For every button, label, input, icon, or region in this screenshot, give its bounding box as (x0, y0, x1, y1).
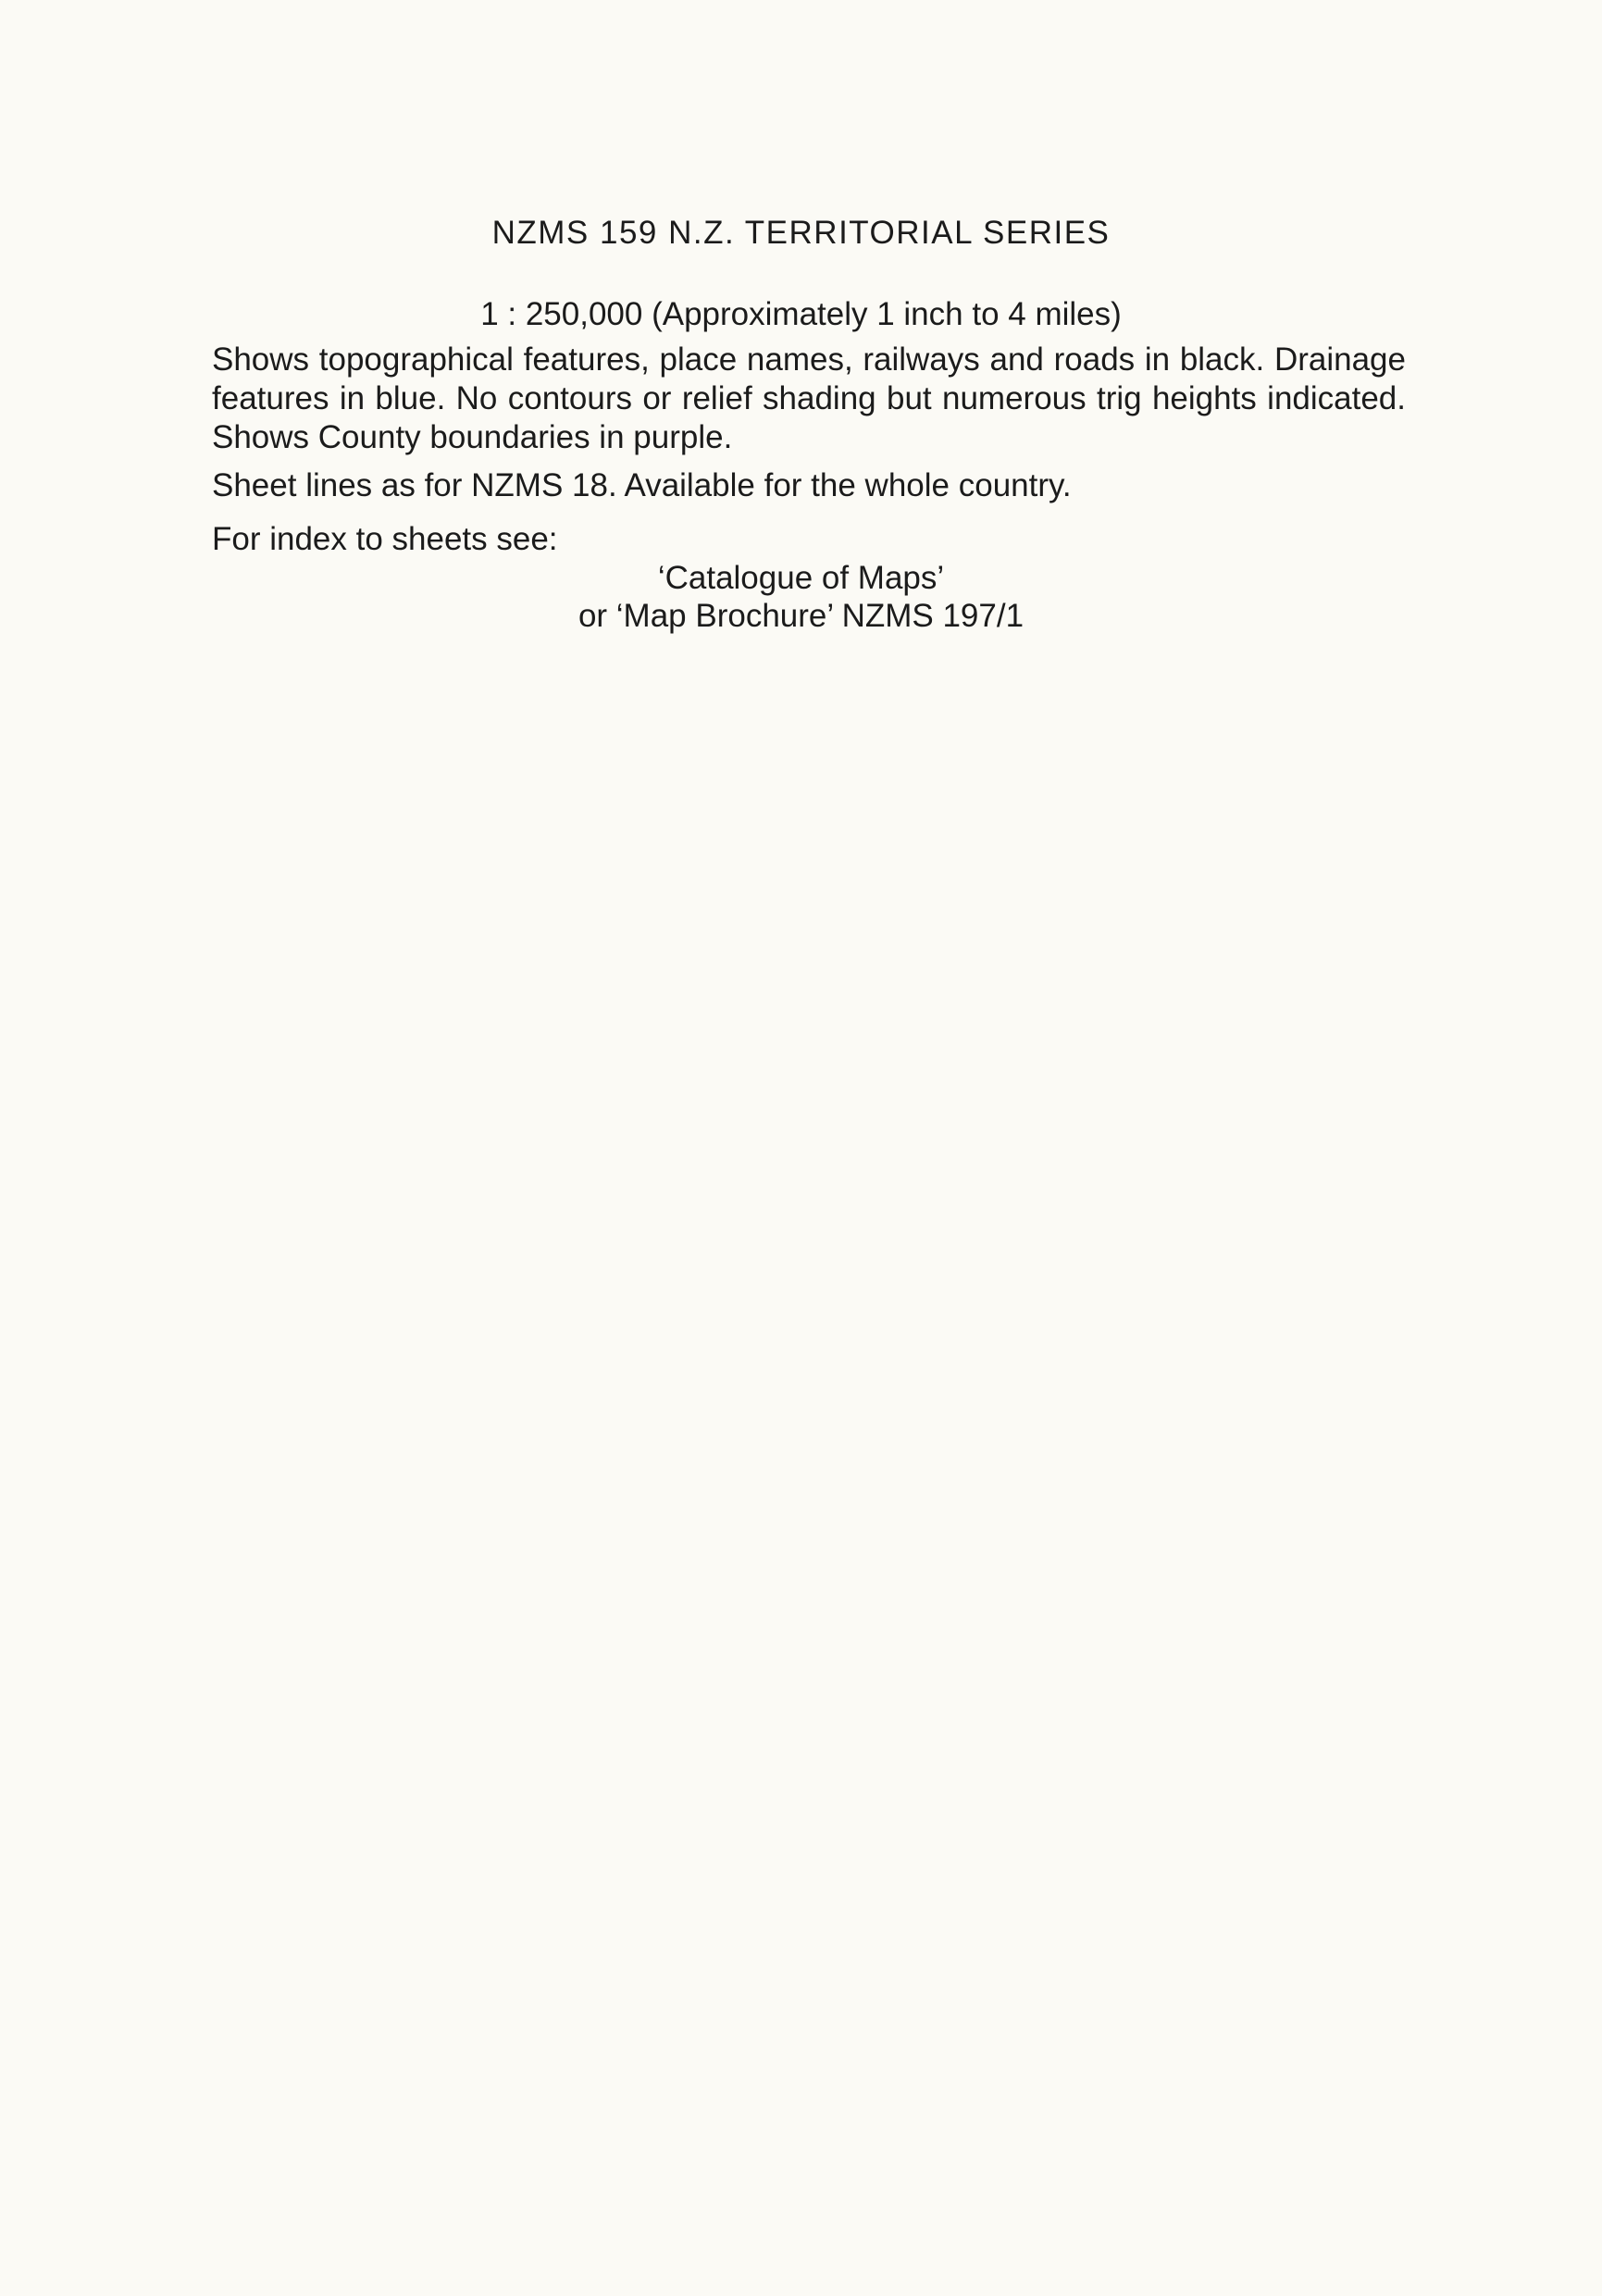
index-reference-catalogue: ‘Catalogue of Maps’ (657, 560, 945, 596)
description-paragraph: Shows topographical features, place names, railways and roads in black. Drainage features in blue. No contours or relief shading but numerous trig heights indicated. Shows County boundaries in purple. (212, 341, 1406, 455)
scale-line: 1 : 250,000 (Approximately 1 inch to 4 miles) (480, 296, 1122, 332)
index-label: For index to sheets see: (212, 521, 558, 557)
sheet-lines-paragraph: Sheet lines as for NZMS 18. Available for the whole country. (212, 467, 1072, 503)
page-title: NZMS 159 N.Z. TERRITORIAL SERIES (491, 215, 1111, 251)
index-reference-brochure: or ‘Map Brochure’ NZMS 197/1 (577, 598, 1025, 634)
